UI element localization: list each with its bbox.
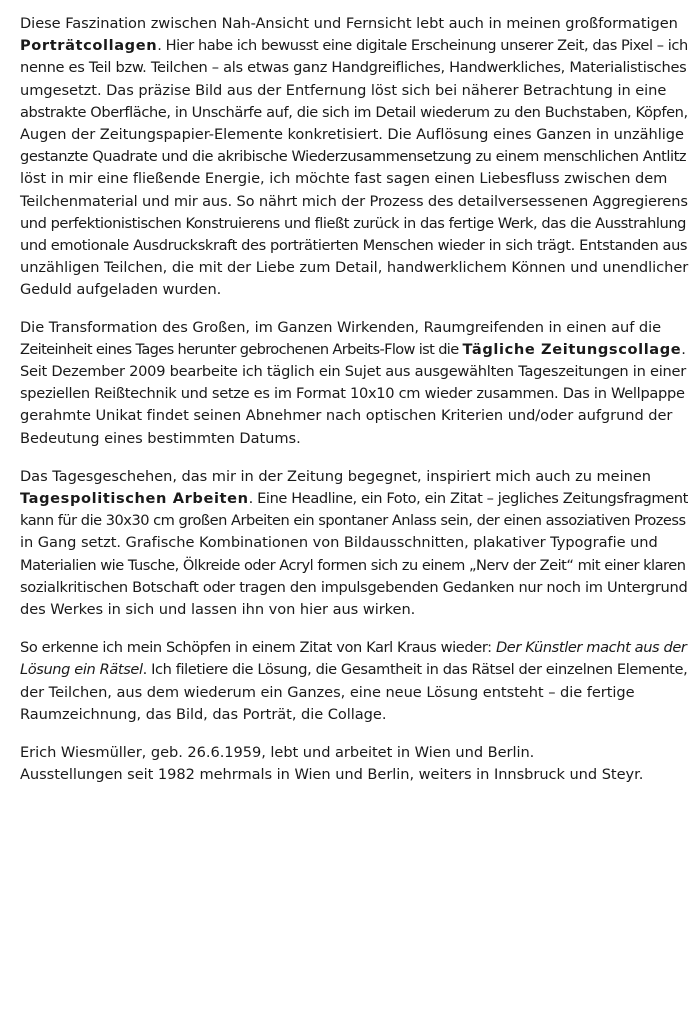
text-segment: . Eine Headline, ein Foto, ein Zitat – jegliches Zeitungsfragment	[248, 490, 688, 508]
text-segment: Diese Faszination zwischen Nah-Ansicht und Fernsicht lebt auch in meinen großformatigen	[20, 15, 678, 32]
text-segment: und perfektionistischen Konstruierens und fließt zurück in das fertige Werk, das die Ausstrahlung	[20, 214, 686, 232]
text-segment: So erkenne ich mein Schöpfen in einem Zitat von Karl Kraus wieder:	[20, 639, 496, 657]
text-line	[20, 235, 688, 257]
text-segment: in Gang setzt. Grafische Kombinationen von Bildausschnitten, plakativer Typografie und	[20, 534, 658, 552]
text-line	[20, 555, 688, 577]
text-segment: des Werkes in sich und lassen ihn von hier aus wirken.	[20, 601, 416, 619]
text-line	[20, 124, 688, 146]
text-segment: Zeiteinheit eines Tages herunter gebrochenen Arbeits-Flow ist die	[20, 340, 463, 358]
text-line	[20, 361, 688, 383]
emphasized-title: Tagespolitischen Arbeiten	[20, 490, 249, 508]
text-segment: .	[681, 340, 686, 358]
text-line	[20, 191, 688, 213]
paragraph-5	[20, 742, 688, 786]
text-segment: gestanzte Quadrate und die akribische Wiederzusammensetzung zu einem menschlichen Antlitz	[20, 148, 687, 166]
text-segment: nenne es Teil bzw. Teilchen – als etwas ganz Handgreifliches, Handwerkliches, Materialistisches	[20, 59, 687, 77]
text-line	[20, 428, 688, 450]
text-line	[20, 682, 688, 704]
text-line	[20, 35, 688, 57]
text-line	[20, 764, 688, 786]
emphasized-title: Porträtcollagen	[20, 37, 158, 55]
text-segment: speziellen Reißtechnik und setze es im Format 10x10 cm wieder zusammen. Das in Wellpappe	[20, 385, 685, 403]
text-line	[20, 13, 688, 35]
paragraph-3	[20, 466, 688, 621]
paragraph-2	[20, 317, 688, 450]
text-segment: Raumzeichnung, das Bild, das Porträt, die Collage.	[20, 705, 387, 723]
text-segment: sozialkritischen Botschaft oder tragen den impulsgebenden Gedanken nur noch im Untergrund	[20, 578, 688, 596]
text-line	[20, 405, 688, 427]
emphasized-title: Tägliche Zeitungscollage	[462, 340, 682, 358]
text-line	[20, 168, 688, 190]
text-line	[20, 279, 688, 301]
text-segment: Bedeutung eines bestimmten Datums.	[20, 429, 301, 447]
text-line	[20, 466, 688, 488]
text-segment: der Teilchen, aus dem wiederum ein Ganzes, eine neue Lösung entsteht – die fertige	[20, 683, 635, 701]
text-segment: Augen der Zeitungspapier-Elemente konkretisiert. Die Auflösung eines Ganzen in unzählige	[20, 126, 684, 144]
quote-text: Lösung ein Rätsel	[20, 661, 143, 679]
text-segment: unzähligen Teilchen, die mit der Liebe zum Detail, handwerklichem Können und unendlicher	[20, 259, 689, 277]
text-line	[20, 637, 688, 659]
text-segment: löst in mir eine fließende Energie, ich möchte fast sagen einen Liebesfluss zwischen dem	[20, 170, 668, 188]
paragraph-1	[20, 13, 688, 302]
text-line	[20, 80, 688, 102]
text-segment: . Hier habe ich bewusst eine digitale Erscheinung unserer Zeit, das Pixel – ich	[157, 37, 688, 55]
text-line	[20, 339, 688, 361]
quote-text: Der Künstler macht aus der	[495, 639, 687, 657]
text-line	[20, 510, 688, 532]
text-segment: Materialien wie Tusche, Ölkreide oder Acryl formen sich zu einem „Nerv der Zeit“ mit einer klaren	[20, 556, 686, 574]
article-body	[20, 13, 688, 787]
text-line	[20, 146, 688, 168]
text-segment: Geduld aufgeladen wurden.	[20, 281, 222, 299]
text-segment: Ausstellungen seit 1982 mehrmals in Wien und Berlin, weiters in Innsbruck und Steyr.	[20, 766, 644, 784]
text-segment: abstrakte Oberfläche, in Unschärfe auf, die sich im Detail wiederum zu den Buchstaben, Köpfen,	[20, 103, 688, 121]
text-segment: und emotionale Ausdruckskraft des porträtierten Menschen wieder in sich trägt. Entstanden aus	[20, 237, 688, 255]
paragraph-4	[20, 637, 688, 726]
text-segment: Teilchenmaterial und mir aus. So nährt mich der Prozess des detailversessenen Aggregierens	[20, 192, 688, 210]
text-segment: umgesetzt. Das präzise Bild aus der Entfernung löst sich bei näherer Betrachtung in eine	[20, 81, 667, 99]
text-segment: Das Tagesgeschehen, das mir in der Zeitung begegnet, inspiriert mich auch zu meinen	[20, 467, 651, 485]
text-line	[20, 532, 688, 554]
text-segment: Seit Dezember 2009 bearbeite ich täglich ein Sujet aus ausgewählten Tageszeitungen in einer	[20, 363, 686, 381]
text-line	[20, 102, 688, 124]
text-line	[20, 599, 688, 621]
text-line	[20, 659, 688, 681]
text-line	[20, 317, 688, 339]
text-line	[20, 383, 688, 405]
text-line	[20, 213, 688, 235]
text-line	[20, 577, 688, 599]
text-line	[20, 57, 688, 79]
text-line	[20, 704, 688, 726]
text-segment: kann für die 30x30 cm großen Arbeiten ein spontaner Anlass sein, der einen assoziativen Prozess	[20, 512, 686, 530]
text-segment: Die Transformation des Großen, im Ganzen Wirkenden, Raumgreifenden in einen auf die	[20, 318, 662, 336]
text-segment: Erich Wiesmüller, geb. 26.6.1959, lebt und arbeitet in Wien und Berlin.	[20, 744, 535, 762]
text-line	[20, 257, 688, 279]
text-line	[20, 742, 688, 764]
text-segment: gerahmte Unikat findet seinen Abnehmer nach optischen Kriterien und/oder aufgrund der	[20, 407, 673, 425]
text-line	[20, 488, 688, 510]
text-segment: . Ich filetiere die Lösung, die Gesamtheit in das Rätsel der einzelnen Elemente,	[142, 661, 688, 679]
